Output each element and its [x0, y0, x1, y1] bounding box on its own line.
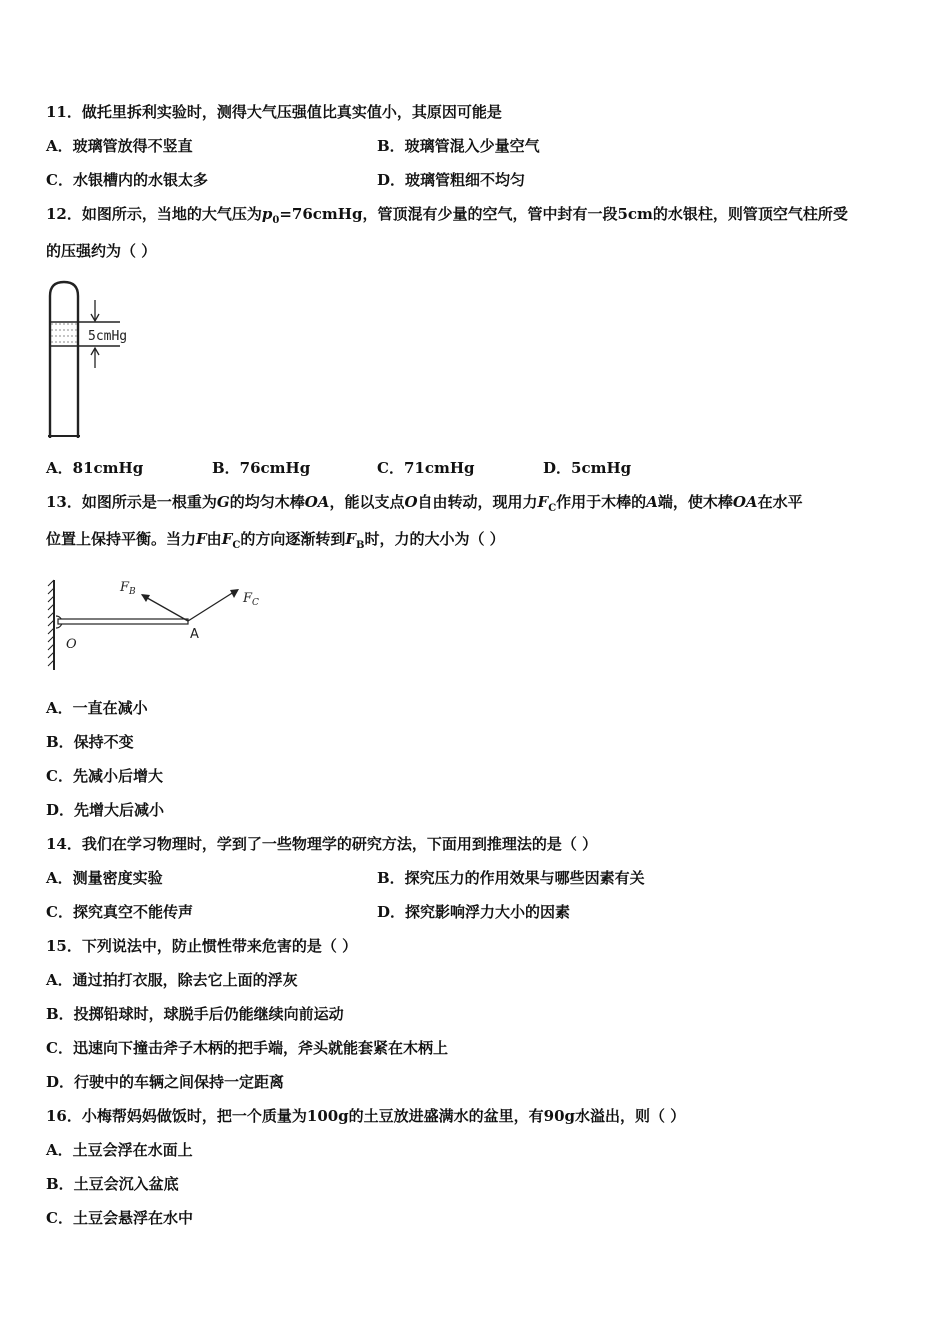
q16-option-c: C．土豆会悬浮在水中	[46, 1209, 193, 1227]
q11-option-d: D．玻璃管粗细不均匀	[377, 171, 526, 189]
svg-text:FC	[242, 591, 259, 608]
q13-figure-o: O	[66, 637, 77, 652]
q13-stem: 13．如图所示是一根重为G的均匀木棒OA，能以支点O自由转动，现用力$F_C$作用于木棒的A端，使木棒OA在水平	[46, 493, 803, 514]
q13-stem-line2: 位置上保持平衡。当力F由$F_C$的方向逐渐转到$F_B$时，力的大小为（ ）	[46, 530, 505, 551]
q11-stem: 11．做托里拆利实验时，测得大气压强值比真实值小，其原因可能是	[46, 103, 502, 121]
q14-option-d: D．探究影响浮力大小的因素	[377, 903, 571, 921]
q11-option-b: B．玻璃管混入少量空气	[377, 137, 540, 155]
q13-figure-fc: F	[243, 591, 253, 606]
q14-option-b: B．探究压力的作用效果与哪些因素有关	[377, 869, 645, 887]
q12-figure-label: 5cmHg	[88, 329, 128, 344]
q14-option-c: C．探究真空不能传声	[46, 903, 193, 921]
q11-option-c: C．水银槽内的水银太多	[46, 171, 208, 189]
q15-option-b: B．投掷铅球时，球脱手后仍能继续向前运动	[46, 1005, 344, 1023]
q15-stem: 15．下列说法中，防止惯性带来危害的是（ ）	[46, 937, 358, 955]
q15-option-a: A．通过拍打衣服，除去它上面的浮灰	[46, 971, 298, 989]
q13-figure-fc-sub: C	[252, 598, 259, 608]
q13-option-a: A．一直在减小	[46, 699, 148, 717]
q13-option-c: C．先减小后增大	[46, 767, 163, 785]
q12-option-d: D．5cmHg	[543, 459, 632, 477]
q14-option-a: A．测量密度实验	[46, 869, 163, 887]
q15-option-d: D．行驶中的车辆之间保持一定距离	[46, 1073, 285, 1091]
q12-option-c: C．71cmHg	[377, 459, 475, 477]
q11-option-a: A．玻璃管放得不竖直	[46, 137, 193, 155]
svg-text:FB	[119, 580, 136, 597]
q13-option-d: D．先增大后减小	[46, 801, 165, 819]
q14-stem: 14．我们在学习物理时，学到了一些物理学的研究方法，下面用到推理法的是（ ）	[46, 835, 598, 853]
q12-option-b: B．76cmHg	[212, 459, 311, 477]
q13-lever-figure	[40, 572, 280, 676]
q12-stem: 12．如图所示，当地的大气压为$p_0=76cmHg$，管顶混有少量的空气，管中封有一段5cm的水银柱，则管顶空气柱所受	[46, 205, 848, 226]
q13-figure-fb-sub: B	[129, 587, 136, 597]
q12-stem-line2: 的压强约为（ ）	[46, 242, 157, 260]
q13-option-b: B．保持不变	[46, 733, 134, 751]
q16-option-b: B．土豆会沉入盆底	[46, 1175, 179, 1193]
q16-option-a: A．土豆会浮在水面上	[46, 1141, 193, 1159]
q12-tube-figure	[40, 278, 150, 442]
q12-option-a: A．81cmHg	[46, 459, 144, 477]
q13-figure-a: A	[190, 627, 199, 642]
q16-stem: 16．小梅帮妈妈做饭时，把一个质量为100g的土豆放进盛满水的盆里，有90g水溢出，则（ ）	[46, 1107, 686, 1125]
q15-option-c: C．迅速向下撞击斧子木柄的把手端，斧头就能套紧在木柄上	[46, 1039, 448, 1057]
q13-figure-fb: F	[120, 580, 130, 595]
